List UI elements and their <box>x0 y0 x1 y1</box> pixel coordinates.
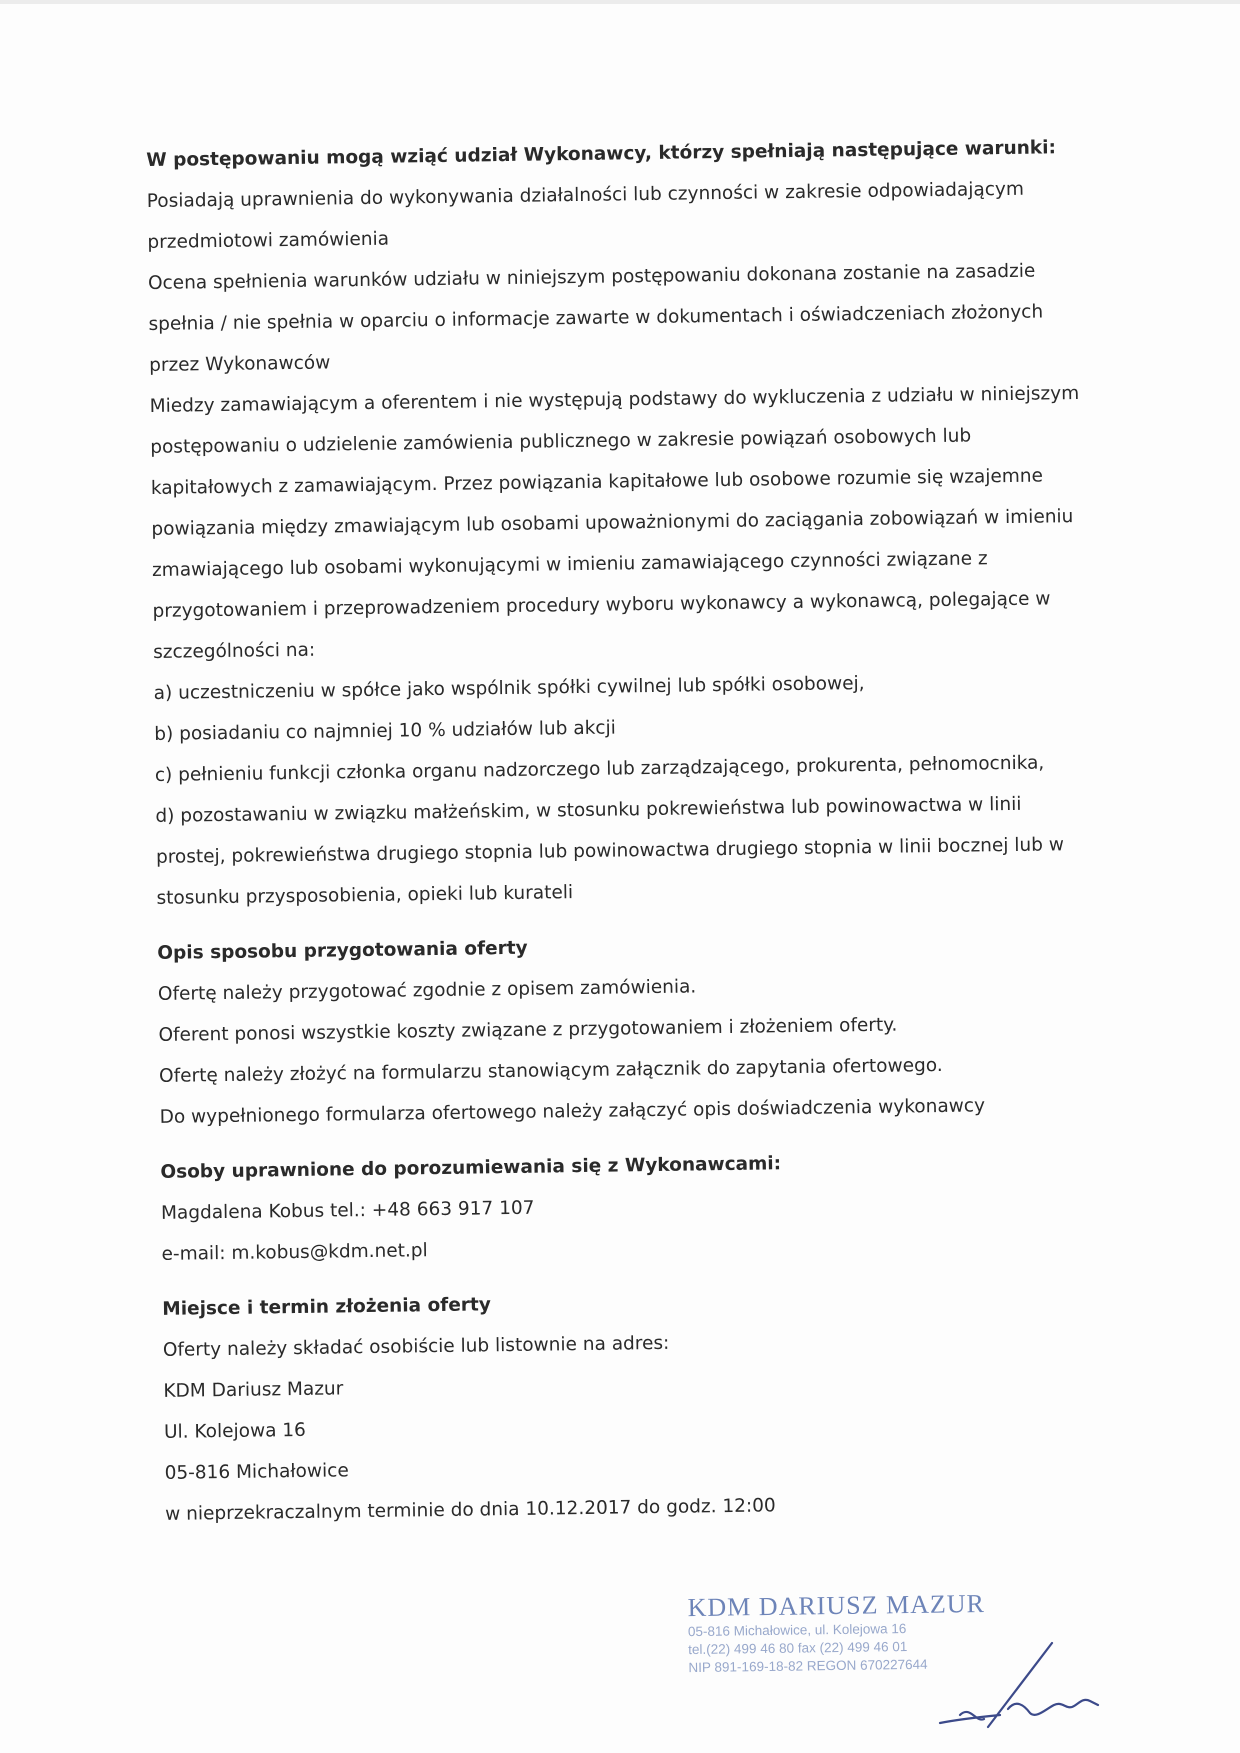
stamp-address: 05-816 Michałowice, ul. Kolejowa 16 <box>687 1621 907 1640</box>
address-city: 05-816 Michałowice <box>164 1460 349 1484</box>
body-line: spełnia / nie spełnia w oparciu o informacje zawarte w dokumentach i oświadczeniach złożonych <box>148 301 1044 335</box>
deadline: w nieprzekraczalnym terminie do dnia 10.12.2017 do godz. 12:00 <box>165 1495 776 1525</box>
body-line: prostej, pokrewieństwa drugiego stopnia lub powinowactwa drugiego stopnia w linii bocznej lub w <box>155 834 1065 868</box>
document-body <box>146 127 1115 1535</box>
conditions-heading: W postępowaniu mogą wziąć udział Wykonawcy, którzy spełniają następujące warunki: <box>146 137 1057 171</box>
body-line: Oferent ponosi wszystkie koszty związane z przygotowaniem i złożeniem oferty. <box>158 1014 898 1046</box>
list-item-a: a) uczestniczeniu w spółce jako wspólnik spółki cywilnej lub spółki osobowej, <box>153 673 865 704</box>
list-item-b: b) posiadaniu co najmniej 10 % udziałów lub akcji <box>154 717 616 745</box>
body-line: postępowaniu o udzielenie zamówienia publicznego w zakresie powiązań osobowych lub <box>150 425 972 458</box>
offer-heading: Opis sposobu przygotowania oferty <box>157 937 528 964</box>
stamp-ids: NIP 891-169-18-82 REGON 670227644 <box>688 1656 928 1676</box>
body-line: stosunku przysposobienia, opieki lub kurateli <box>156 882 574 909</box>
place-heading: Miejsce i termin złożenia oferty <box>162 1294 492 1320</box>
body-line: Posiadają uprawnienia do wykonywania działalności lub czynności w zakresie odpowiadającym <box>146 178 1025 212</box>
body-line: powiązania między zmawiającym lub osobami upoważnionymi do zaciągania zobowiązań w imieniu <box>151 506 1074 540</box>
body-line: Ofertę należy złożyć na formularzu stanowiącym załącznik do zapytania ofertowego. <box>158 1054 943 1087</box>
body-line: Miedzy zamawiającym a oferentem i nie występują podstawy do wykluczenia z udziału w niniejszym <box>149 382 1080 417</box>
body-line: szczególności na: <box>153 639 316 663</box>
handwritten-signature <box>920 1635 1110 1735</box>
stamp-company-name: KDM DARIUSZ MAZUR <box>687 1588 986 1623</box>
body-line: Do wypełnionego formularza ofertowego należy załączyć opis doświadczenia wykonawcy <box>159 1095 986 1128</box>
address-street: Ul. Kolejowa 16 <box>163 1419 307 1443</box>
contact-heading: Osoby uprawnione do porozumiewania się z Wykonawcami: <box>160 1153 782 1183</box>
list-item-d: d) pozostawaniu w związku małżeńskim, w stosunku pokrewieństwa lub powinowactwa w linii <box>155 793 1022 827</box>
body-line: Ofertę należy przygotować zgodnie z opisem zamówienia. <box>157 976 697 1005</box>
body-line: przedmiotowi zamówienia <box>147 228 390 253</box>
body-line: Ocena spełnienia warunków udziału w niniejszym postępowaniu dokonana zostanie na zasadzie <box>147 260 1036 294</box>
body-line: kapitałowych z zamawiającym. Przez powiązania kapitałowe lub osobowe rozumie się wzajemne <box>150 465 1044 499</box>
body-line: zmawiającego lub osobami wykonującymi w imieniu zamawiającego czynności związane z <box>151 548 988 581</box>
body-line: przez Wykonawców <box>149 352 331 376</box>
address-name: KDM Dariusz Mazur <box>163 1378 344 1402</box>
body-line: Oferty należy składać osobiście lub listownie na adres: <box>162 1332 670 1361</box>
list-item-c: c) pełnieniu funkcji członka organu nadzorczego lub zarządzającego, prokurenta, pełnomocnika, <box>154 752 1045 786</box>
body-line: przygotowaniem i przeprowadzeniem procedury wyboru wykonawcy a wykonawcą, polegające w <box>152 588 1051 622</box>
contact-email: e-mail: m.kobus@kdm.net.pl <box>161 1240 428 1265</box>
contact-phone: Magdalena Kobus tel.: +48 663 917 107 <box>160 1197 535 1224</box>
stamp-phone: tel.(22) 499 46 80 fax (22) 499 46 01 <box>688 1639 908 1658</box>
scan-top-edge <box>0 0 1240 4</box>
